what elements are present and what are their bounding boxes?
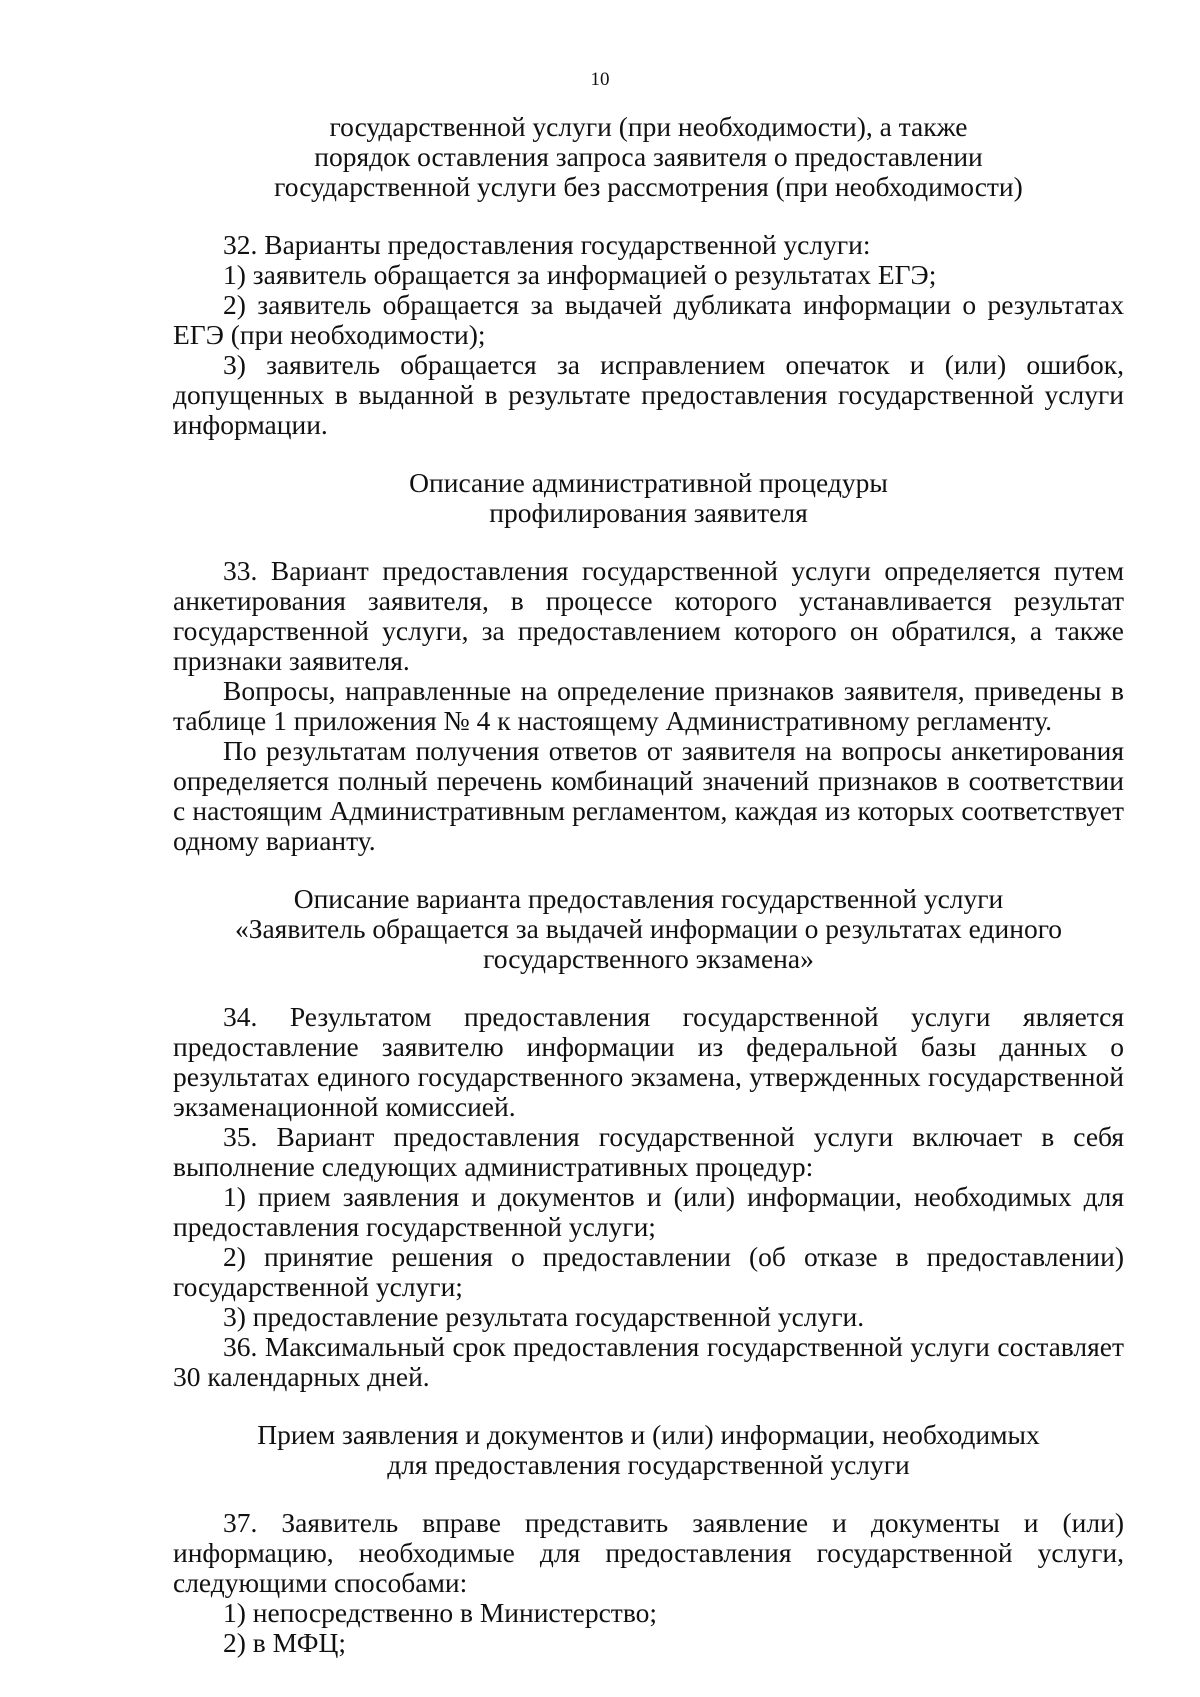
section-heading-variant: [173, 884, 1124, 974]
heading-line: для предоставления государственной услуги: [387, 1449, 910, 1480]
paragraph: 2) заявитель обращается за выдачей дубликата информации о результатах ЕГЭ (при необходимости);: [173, 289, 1124, 350]
paragraph: Вопросы, направленные на определение признаков заявителя, приведены в таблице 1 приложения № 4 к настоящему Административному регламенту.: [173, 675, 1124, 736]
paragraph: 1) прием заявления и документов и (или) информации, необходимых для предоставления государственной услуги;: [173, 1181, 1124, 1242]
paragraph: 3) предоставление результата государственной услуги.: [223, 1301, 865, 1332]
paragraph: 2) в МФЦ;: [223, 1627, 346, 1658]
paragraph: 3) заявитель обращается за исправлением опечаток и (или) ошибок, допущенных в выданной в результате предоставления государственной услуги информации.: [173, 349, 1124, 440]
heading-line: порядок оставления запроса заявителя о предоставлении: [314, 141, 983, 172]
heading-line: «Заявитель обращается за выдачей информации о результатах единого: [234, 913, 1063, 944]
page-number: 10: [590, 69, 610, 90]
document-body: [173, 112, 1124, 1658]
heading-line: государственной услуги (при необходимости), а также: [329, 111, 968, 142]
heading-line: профилирования заявителя: [489, 497, 808, 528]
heading-line: Прием заявления и документов и (или) информации, необходимых: [257, 1419, 1040, 1450]
heading-line: Описание административной процедуры: [409, 467, 888, 498]
paragraph: 2) принятие решения о предоставлении (об отказе в предоставлении) государственной услуги;: [173, 1241, 1124, 1302]
paragraph: 33. Вариант предоставления государственной услуги определяется путем анкетирования заявителя, в процессе которого устанавливается результат государственной услуги, за предоставлением которого он обратился, а также признаки заявителя.: [173, 555, 1124, 676]
paragraph: 35. Вариант предоставления государственной услуги включает в себя выполнение следующих административных процедур:: [173, 1121, 1124, 1182]
paragraph: 34. Результатом предоставления государственной услуги является предоставление заявителю информации из федеральной базы данных о результатах единого государственного экзамена, утвержденных государственной экзаменационной комиссией.: [173, 1001, 1124, 1122]
paragraph: 36. Максимальный срок предоставления государственной услуги составляет 30 календарных дней.: [173, 1331, 1124, 1392]
section-heading-profiling: [173, 468, 1124, 528]
paragraph: 37. Заявитель вправе представить заявление и документы и (или) информацию, необходимые для предоставления государственной услуги, следующими способами:: [173, 1507, 1124, 1598]
heading-line: государственной услуги без рассмотрения (при необходимости): [274, 171, 1023, 202]
section-heading-top: [173, 112, 1124, 202]
heading-line: государственного экзамена»: [483, 943, 814, 974]
heading-line: Описание варианта предоставления государственной услуги: [293, 883, 1004, 914]
paragraph: По результатам получения ответов от заявителя на вопросы анкетирования определяется полный перечень комбинаций значений признаков в соответствии с настоящим Административным регламентом, каждая из которых соответствует одному варианту.: [173, 735, 1124, 856]
section-heading-reception: [173, 1420, 1124, 1480]
paragraph: 1) непосредственно в Министерство;: [223, 1597, 658, 1628]
paragraph: 32. Варианты предоставления государственной услуги:: [223, 229, 871, 260]
paragraph: 1) заявитель обращается за информацией о результатах ЕГЭ;: [223, 259, 937, 290]
